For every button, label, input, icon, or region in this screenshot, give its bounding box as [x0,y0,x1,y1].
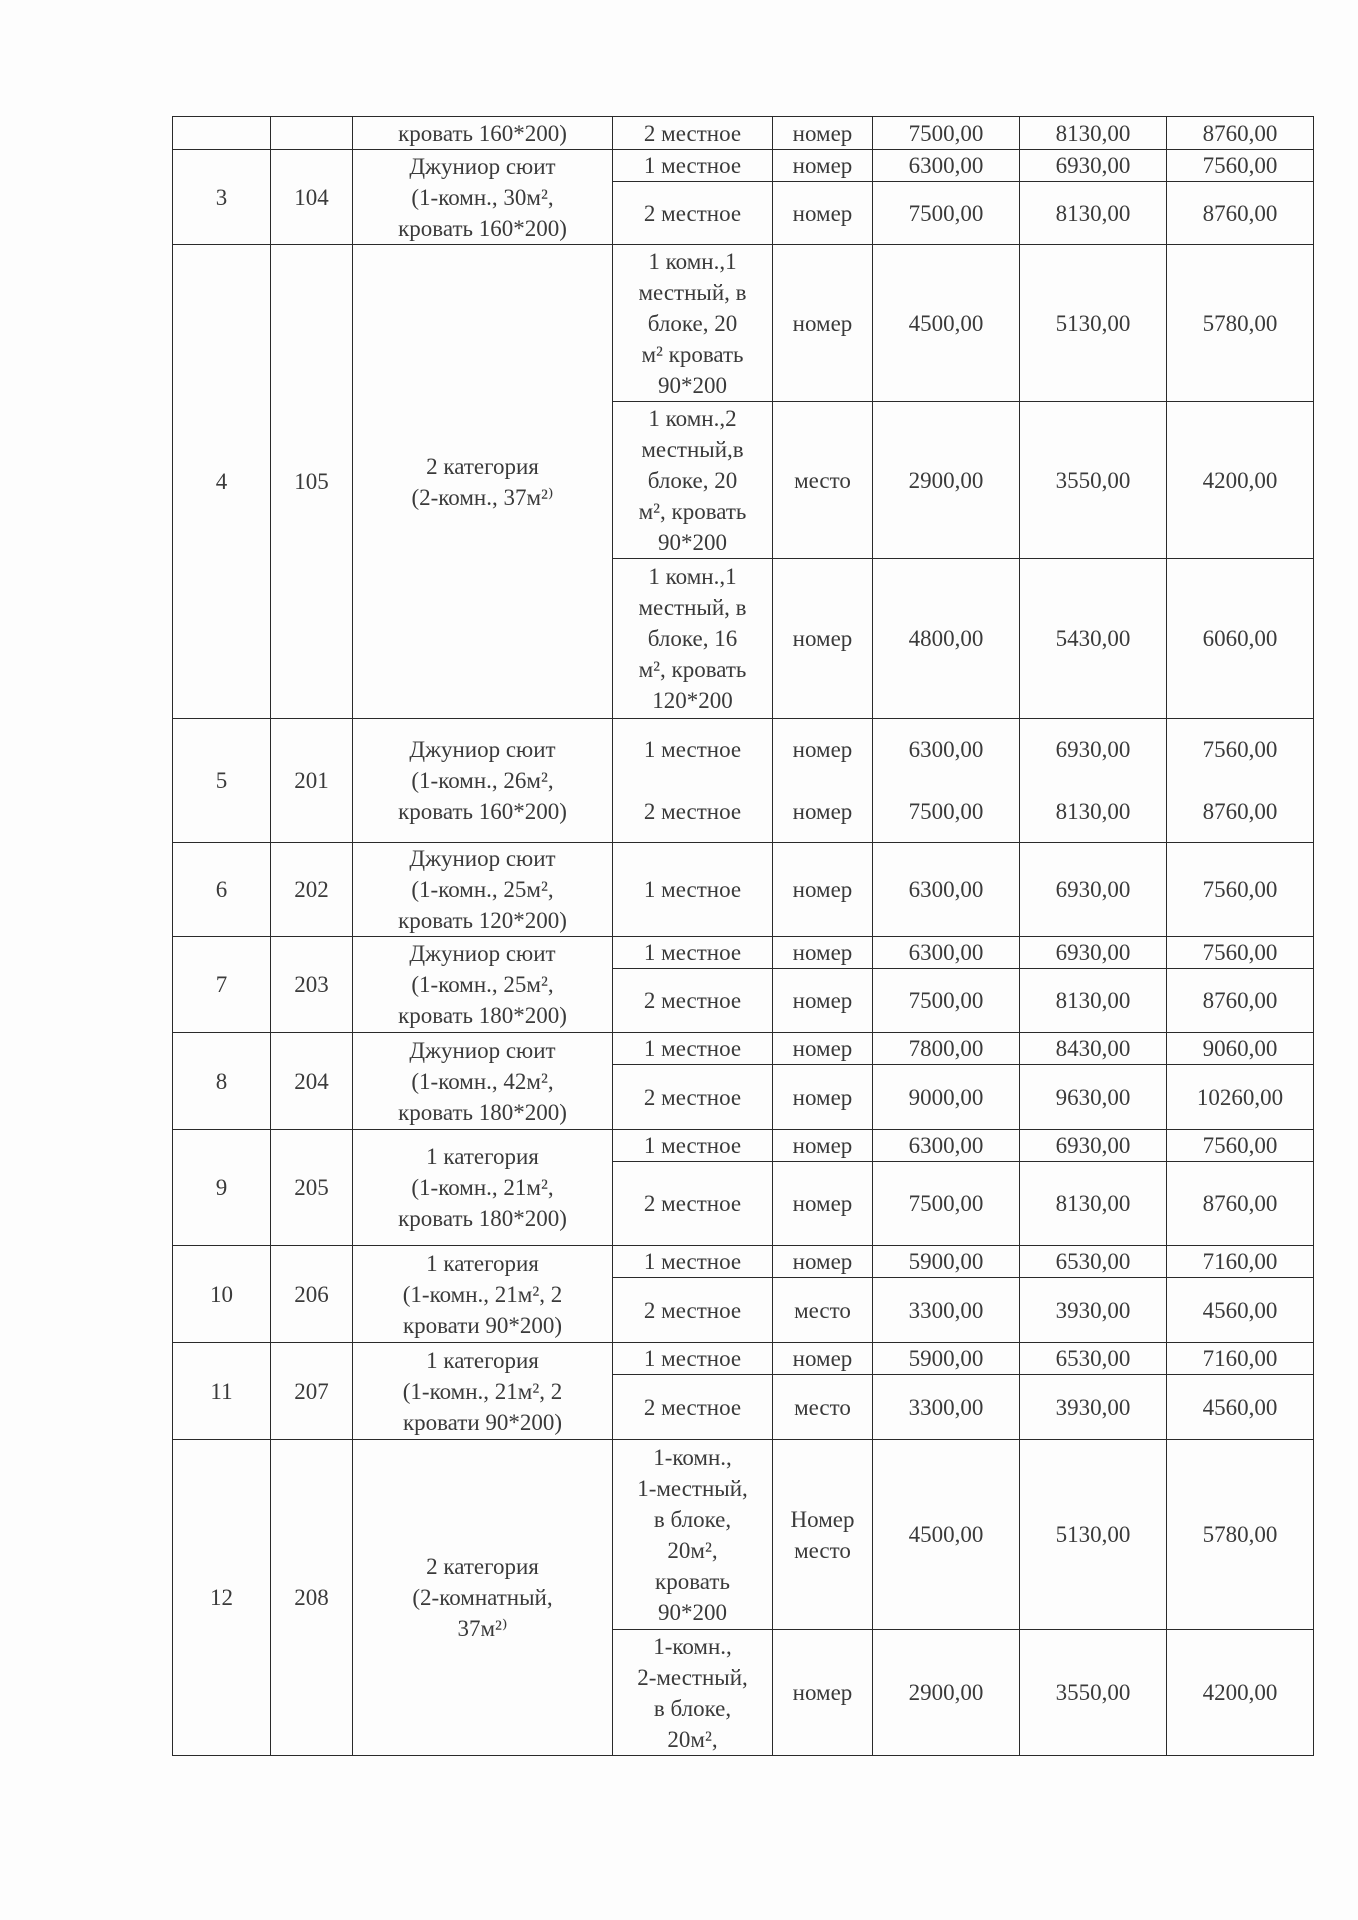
room-number: 204 [271,1033,353,1130]
price-cell: 9630,00 [1020,1065,1167,1130]
category-cell [353,1033,613,1130]
category-line: (1-комн., 21м², [411,1175,554,1200]
category-line: Джуниор сюит [409,1037,556,1063]
price-cell: 5430,00 [1020,559,1167,719]
price-cell: 7160,00 [1167,1246,1314,1278]
unit-line: место [794,1537,851,1563]
price-cell: 4500,00 [873,245,1020,402]
price-cell: 5130,00 [1020,245,1167,402]
price-cell: 7800,00 [873,1033,1020,1065]
table-row [173,1033,1314,1065]
price-cell: 8430,00 [1020,1033,1167,1065]
accommodation-cell: 1 местное [613,1343,773,1375]
accommodation-line: м², кровать [638,498,747,524]
accommodation-line: 90*200 [658,1599,727,1625]
accommodation-line: 1 комн.,2 [648,405,737,431]
accommodation-line: 2-местный, [637,1664,748,1690]
unit-line: номер [792,799,853,824]
category-cell [353,843,613,937]
accommodation-cell: 2 местное [613,1162,773,1246]
price-cell: 5900,00 [873,1246,1020,1278]
accommodation-line: 1 комн.,1 [648,248,737,274]
unit-cell: номер [773,1246,873,1278]
category-cell: кровать 160*200) [353,117,613,150]
accommodation-cell [613,1440,773,1630]
unit-cell: номер [773,150,873,182]
accommodation-line: 2 местное [643,799,742,824]
price-cell: 3930,00 [1020,1278,1167,1343]
accommodation-line: в блоке, [653,1695,732,1721]
unit-cell: номер [773,182,873,245]
unit-line: Номер [790,1506,855,1532]
price-cell: 4560,00 [1167,1375,1314,1440]
price-cell: 6300,00 [873,150,1020,182]
price-cell: 2900,00 [873,402,1020,559]
accommodation-cell: 2 местное [613,117,773,150]
accommodation-cell: 2 местное [613,182,773,245]
price-cell: 6300,00 [873,937,1020,969]
price-cell: 7160,00 [1167,1343,1314,1375]
unit-cell: номер [773,1130,873,1162]
category-line: (1-комн., 42м², [411,1068,554,1094]
accommodation-line: местный,в [641,436,744,462]
category-cell [353,1130,613,1246]
category-line: кровать 120*200) [398,908,567,933]
unit-cell: номер [773,1065,873,1130]
category-line: (2-комн., 37м²⁾ [411,484,554,510]
category-line: кровать 180*200) [398,1099,567,1125]
category-line: (1-комн., 26м², [411,768,554,793]
category-line: кровать 180*200) [398,1003,567,1028]
accommodation-line: 1-комн., [653,1633,732,1659]
price-cell: 3550,00 [1020,1630,1167,1756]
room-number: 105 [271,245,353,719]
accommodation-line: блоке, 16 [647,626,738,651]
table-row [173,245,1314,402]
price-line: 7560,00 [1202,737,1278,762]
room-number [271,117,353,150]
accommodation-cell: 2 местное [613,1278,773,1343]
category-line: 37м²⁾ [457,1616,508,1641]
category-line: кровать 180*200) [398,1206,567,1231]
price-cell: 6930,00 [1020,843,1167,937]
category-cell [353,937,613,1033]
price-cell [1020,719,1167,843]
category-line: кровати 90*200) [402,1409,563,1435]
accommodation-cell: 1 местное [613,1033,773,1065]
price-cell: 3550,00 [1020,402,1167,559]
row-number: 7 [173,937,271,1033]
category-cell [353,719,613,843]
price-cell: 6530,00 [1020,1246,1167,1278]
accommodation-cell: 1 местное [613,937,773,969]
accommodation-line: 1-местный, [637,1475,748,1501]
price-cell: 6530,00 [1020,1343,1167,1375]
accommodation-line: м² кровать [641,341,744,367]
category-line: 2 категория [426,1554,539,1579]
category-line: Джуниор сюит [409,846,556,871]
price-cell: 5780,00 [1167,245,1314,402]
price-cell: 9000,00 [873,1065,1020,1130]
unit-cell: номер [773,937,873,969]
unit-cell: номер [773,245,873,402]
category-line: (1-комн., 25м², [411,972,554,997]
price-cell: 4800,00 [873,559,1020,719]
accommodation-line: 1 местное [643,737,742,762]
accommodation-line: кровать [655,1568,730,1594]
price-cell: 3300,00 [873,1375,1020,1440]
accommodation-cell [613,402,773,559]
price-cell: 7500,00 [873,969,1020,1033]
accommodation-line: 1-комн., [653,1444,732,1470]
price-cell: 7560,00 [1167,843,1314,937]
category-line: кровать 160*200) [398,799,567,824]
table-row [173,1440,1314,1630]
category-cell [353,1343,613,1440]
price-cell: 7500,00 [873,182,1020,245]
unit-cell [773,719,873,843]
unit-cell: номер [773,1033,873,1065]
price-cell: 7500,00 [873,117,1020,150]
category-line: Джуниор сюит [409,737,556,762]
price-cell: 3300,00 [873,1278,1020,1343]
price-cell: 6930,00 [1020,1130,1167,1162]
category-line: 1 категория [426,1250,539,1276]
unit-cell: место [773,402,873,559]
accommodation-line: м², кровать [638,657,747,682]
category-cell [353,1440,613,1756]
price-table [172,116,1314,1756]
accommodation-cell [613,559,773,719]
accommodation-line: в блоке, [653,1506,732,1532]
price-cell: 7560,00 [1167,150,1314,182]
price-cell: 7560,00 [1167,937,1314,969]
category-line: (1-комн., 30м², [411,184,554,210]
price-line: 8760,00 [1202,799,1278,824]
category-cell [353,150,613,245]
price-cell [1167,719,1314,843]
room-number: 201 [271,719,353,843]
unit-cell: номер [773,117,873,150]
price-cell: 8760,00 [1167,117,1314,150]
unit-cell: номер [773,843,873,937]
table-row [173,719,1314,843]
price-cell: 6300,00 [873,1130,1020,1162]
room-number: 207 [271,1343,353,1440]
table-row [173,117,1314,150]
room-number: 205 [271,1130,353,1246]
price-cell: 8760,00 [1167,182,1314,245]
unit-cell [773,1440,873,1630]
category-line: кровати 90*200) [402,1312,563,1338]
room-number: 202 [271,843,353,937]
table-row [173,150,1314,182]
price-cell: 4500,00 [873,1440,1020,1630]
accommodation-cell: 1 местное [613,1130,773,1162]
row-number [173,117,271,150]
price-cell: 8130,00 [1020,117,1167,150]
table-row [173,937,1314,969]
price-cell: 6930,00 [1020,937,1167,969]
price-cell: 6060,00 [1167,559,1314,719]
price-cell: 5130,00 [1020,1440,1167,1630]
accommodation-cell: 2 местное [613,969,773,1033]
accommodation-cell: 2 местное [613,1375,773,1440]
category-line: 2 категория [426,453,539,479]
price-cell: 8760,00 [1167,969,1314,1033]
price-line: 8130,00 [1055,799,1131,824]
price-cell: 4200,00 [1167,1630,1314,1756]
category-line: кровать 160*200) [398,215,567,241]
row-number: 9 [173,1130,271,1246]
price-cell: 7500,00 [873,1162,1020,1246]
row-number: 5 [173,719,271,843]
row-number: 10 [173,1246,271,1343]
row-number: 4 [173,245,271,719]
price-cell: 6300,00 [873,843,1020,937]
accommodation-line: 20м², [667,1537,718,1563]
category-line: 1 категория [426,1347,539,1373]
accommodation-line: 20м², [667,1726,718,1752]
unit-cell: номер [773,1343,873,1375]
table-row [173,843,1314,937]
unit-cell: номер [773,1630,873,1756]
accommodation-line: блоке, 20 [647,467,738,493]
category-line: (1-комн., 21м², 2 [402,1378,563,1404]
price-line: 7500,00 [908,799,984,824]
row-number: 11 [173,1343,271,1440]
category-line: (1-комн., 21м², 2 [402,1281,563,1307]
table-row [173,1246,1314,1278]
price-cell: 8760,00 [1167,1162,1314,1246]
accommodation-cell: 1 местное [613,150,773,182]
price-cell: 8130,00 [1020,1162,1167,1246]
accommodation-cell: 2 местное [613,1065,773,1130]
price-cell: 3930,00 [1020,1375,1167,1440]
category-cell [353,1246,613,1343]
accommodation-line: 1 комн.,1 [648,564,737,589]
accommodation-cell: 1 местное [613,843,773,937]
category-line: Джуниор сюит [409,941,556,966]
accommodation-cell [613,245,773,402]
unit-cell: место [773,1278,873,1343]
price-cell: 5780,00 [1167,1440,1314,1630]
unit-cell: место [773,1375,873,1440]
accommodation-cell: 1 местное [613,1246,773,1278]
price-cell: 6930,00 [1020,150,1167,182]
row-number: 8 [173,1033,271,1130]
room-number: 203 [271,937,353,1033]
price-cell: 8130,00 [1020,182,1167,245]
room-number: 208 [271,1440,353,1756]
room-number: 104 [271,150,353,245]
accommodation-line: 120*200 [652,688,733,713]
row-number: 12 [173,1440,271,1756]
accommodation-cell [613,719,773,843]
category-cell [353,245,613,719]
accommodation-line: 90*200 [658,529,727,555]
price-line: 6930,00 [1055,737,1131,762]
price-cell: 10260,00 [1167,1065,1314,1130]
price-cell: 8130,00 [1020,969,1167,1033]
price-cell: 7560,00 [1167,1130,1314,1162]
table-row [173,1343,1314,1375]
price-cell: 2900,00 [873,1630,1020,1756]
price-cell: 4560,00 [1167,1278,1314,1343]
accommodation-line: местный, в [638,595,747,620]
price-line: 6300,00 [908,737,984,762]
accommodation-cell [613,1630,773,1756]
table-row [173,1130,1314,1162]
row-number: 3 [173,150,271,245]
unit-line: номер [792,737,853,762]
room-number: 206 [271,1246,353,1343]
accommodation-line: блоке, 20 [647,310,738,336]
unit-cell: номер [773,969,873,1033]
price-cell [873,719,1020,843]
accommodation-line: 90*200 [658,372,727,398]
accommodation-line: местный, в [638,279,747,305]
price-cell: 4200,00 [1167,402,1314,559]
unit-cell: номер [773,1162,873,1246]
category-line: Джуниор сюит [409,153,556,179]
price-cell: 9060,00 [1167,1033,1314,1065]
category-line: (1-комн., 25м², [411,877,554,902]
price-cell: 5900,00 [873,1343,1020,1375]
category-line: (2-комнатный, [412,1585,553,1610]
unit-cell: номер [773,559,873,719]
category-line: 1 категория [426,1144,539,1169]
row-number: 6 [173,843,271,937]
